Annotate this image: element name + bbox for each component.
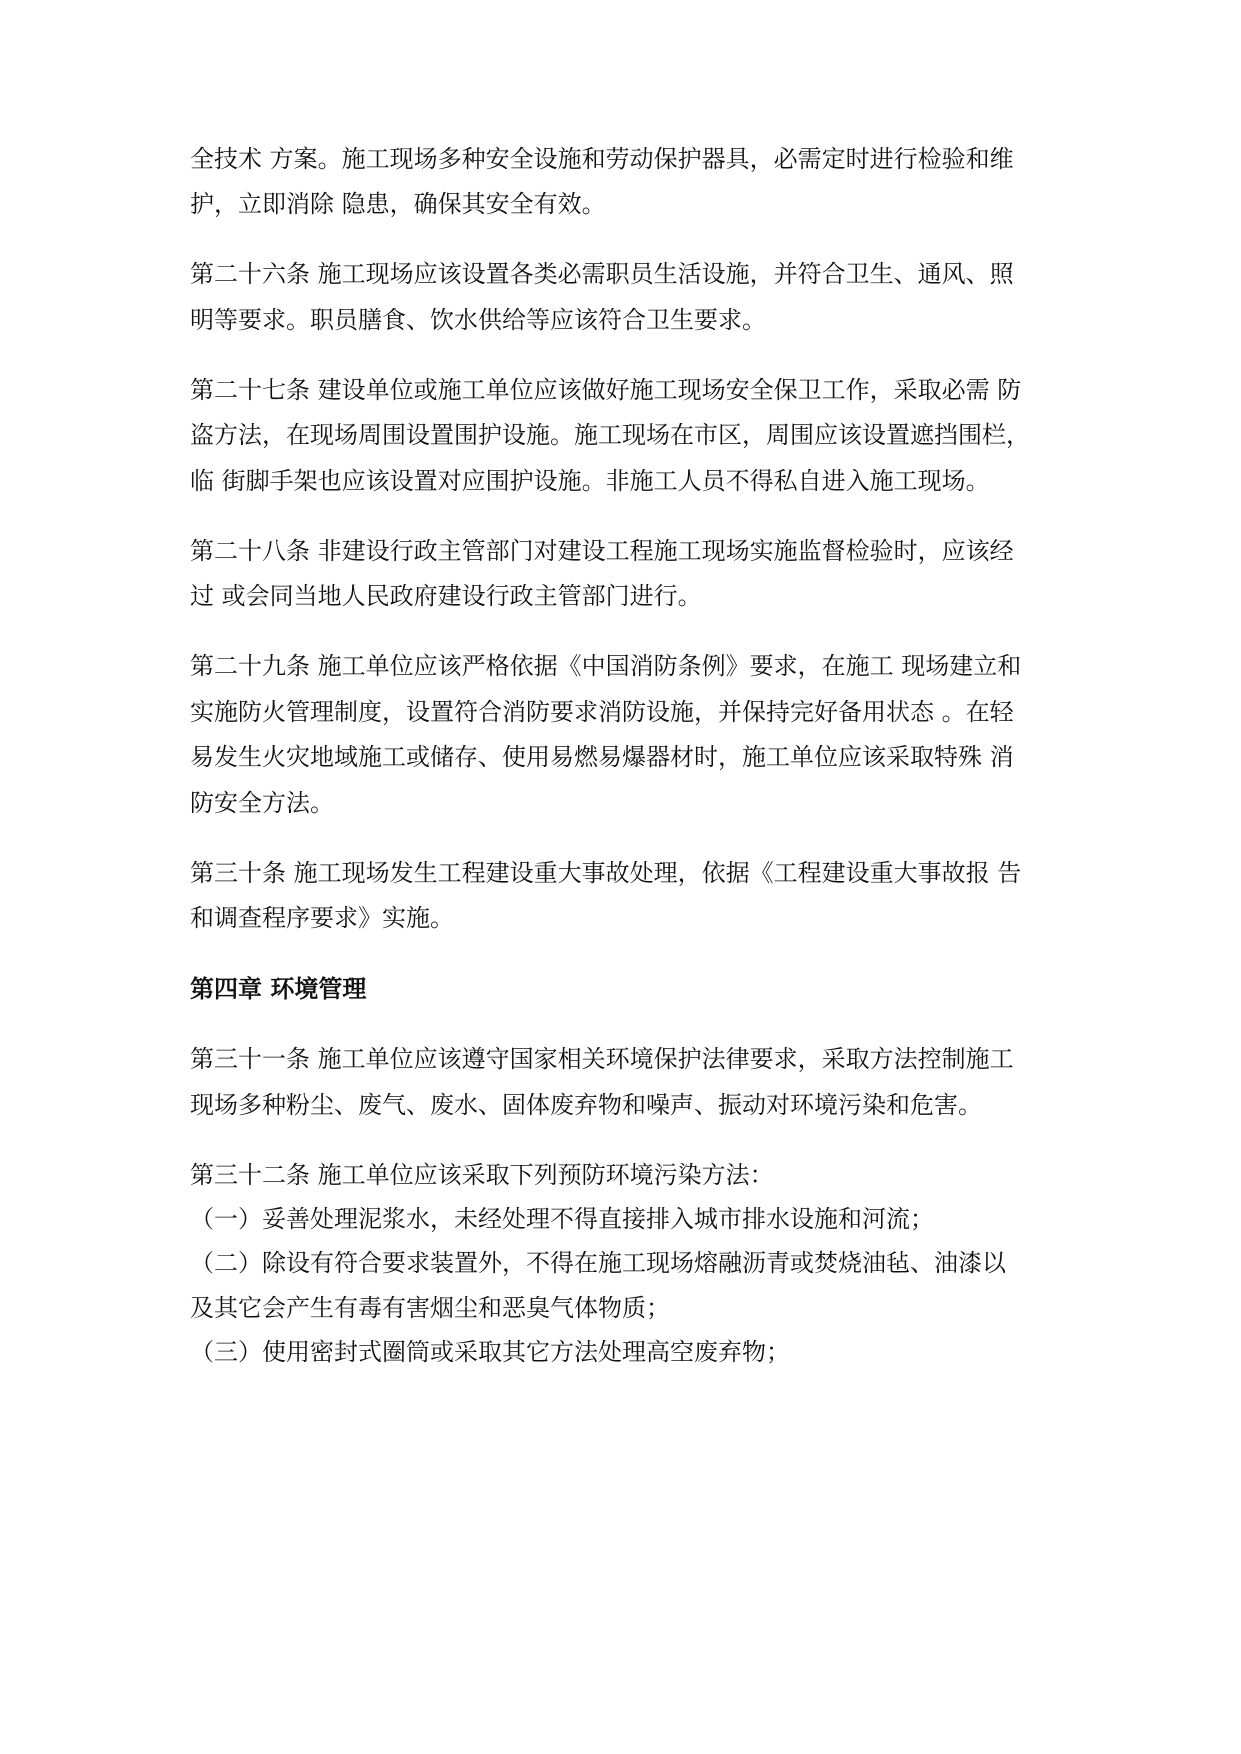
article-30-line: 和调查程序要求》实施。 bbox=[190, 904, 454, 932]
chapter-heading: 第四章 环境管理 bbox=[190, 975, 367, 1003]
article-29-line: 易发生火灾地域施工或储存、使用易燃易爆器材时，施工单位应该采取特殊 消 bbox=[190, 743, 1014, 771]
article-31-line: 第三十一条 施工单位应该遵守国家相关环境保护法律要求，采取方法控制施工 bbox=[190, 1045, 1014, 1073]
list-item: 及其它会产生有毒有害烟尘和恶臭气体物质； bbox=[190, 1294, 670, 1322]
article-27-line: 第二十七条 建设单位或施工单位应该做好施工现场安全保卫工作，采取必需 防 bbox=[190, 376, 1022, 404]
article-26-line: 第二十六条 施工现场应该设置各类必需职员生活设施，并符合卫生、通风、照 bbox=[190, 260, 1014, 288]
article-28-line: 过 或会同当地人民政府建设行政主管部门进行。 bbox=[190, 582, 702, 610]
article-30-line: 第三十条 施工现场发生工程建设重大事故处理，依据《工程建设重大事故报 告 bbox=[190, 859, 1022, 887]
list-item: （一）妥善处理泥浆水，未经处理不得直接排入城市排水设施和河流； bbox=[190, 1205, 934, 1233]
body-text-line: 全技术 方案。施工现场多种安全设施和劳动保护器具，必需定时进行检验和维 bbox=[190, 145, 1014, 173]
article-32-line: 第三十二条 施工单位应该采取下列预防环境污染方法： bbox=[190, 1161, 774, 1189]
article-29-line: 防安全方法。 bbox=[190, 789, 334, 817]
article-27-line: 临 街脚手架也应该设置对应围护设施。非施工人员不得私自进入施工现场。 bbox=[190, 467, 990, 495]
article-26-line: 明等要求。职员膳食、饮水供给等应该符合卫生要求。 bbox=[190, 306, 766, 334]
article-31-line: 现场多种粉尘、废气、废水、固体废弃物和噪声、振动对环境污染和危害。 bbox=[190, 1091, 982, 1119]
body-text-line: 护，立即消除 隐患，确保其安全有效。 bbox=[190, 190, 606, 218]
article-29-line: 第二十九条 施工单位应该严格依据《中国消防条例》要求，在施工 现场建立和 bbox=[190, 652, 1022, 680]
list-item: （二）除设有符合要求装置外，不得在施工现场熔融沥青或焚烧油毡、油漆以 bbox=[190, 1249, 1006, 1277]
article-27-line: 盗方法，在现场周围设置围护设施。施工现场在市区，周围应该设置遮挡围栏， bbox=[190, 421, 1030, 449]
article-28-line: 第二十八条 非建设行政主管部门对建设工程施工现场实施监督检验时，应该经 bbox=[190, 537, 1014, 565]
article-29-line: 实施防火管理制度，设置符合消防要求消防设施，并保持完好备用状态 。在轻 bbox=[190, 698, 1014, 726]
list-item: （三）使用密封式圈筒或采取其它方法处理高空废弃物； bbox=[190, 1338, 790, 1366]
